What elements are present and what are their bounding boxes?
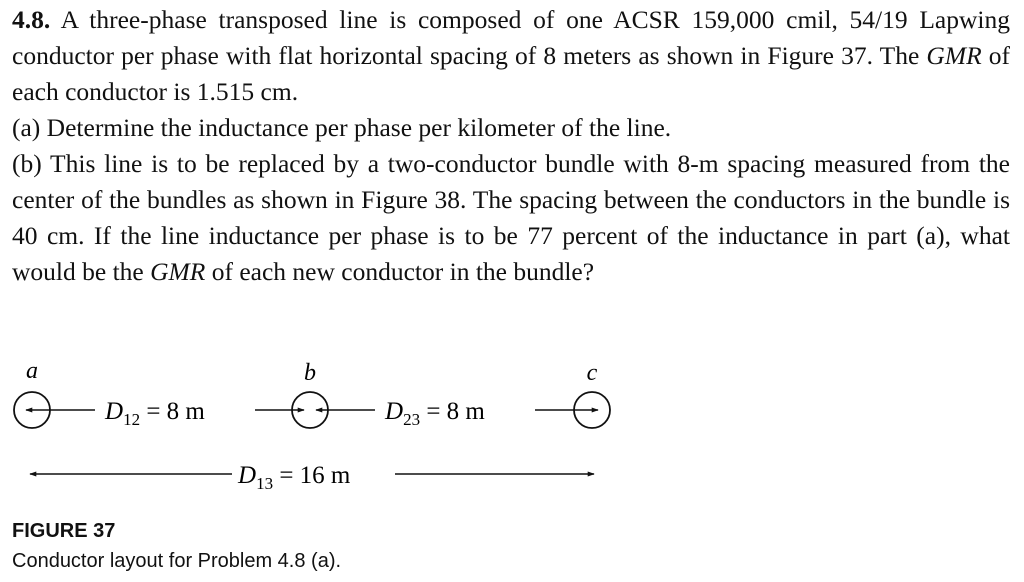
d13-subscript: 13: [256, 474, 274, 493]
part-a: (a) Determine the inductance per phase per kilometer of the line.: [12, 113, 672, 142]
conductor-layout-figure: [0, 350, 1024, 510]
conductor-label-b: b: [304, 360, 316, 386]
d13-value: = 16 m: [273, 462, 351, 489]
part-b: [12, 146, 1010, 290]
d23-value: = 8 m: [420, 398, 485, 425]
figure-caption: [12, 516, 341, 576]
d23-subscript: 23: [403, 410, 421, 429]
intro-text-2: of each conductor is 1.515 cm.: [12, 41, 1011, 106]
figure-caption-title: FIGURE 37: [12, 520, 116, 542]
problem-text: [12, 2, 1010, 290]
d12-label: [104, 398, 205, 429]
part-b-text-1: (b) This line is to be replaced by a two-conductor bundle with 8-m spacing measured from the center of the bundles as shown in Figure 38. The spacing between the conductors in the bundle is 40 cm. If the line inductance per phase is to be 77 percent of the inductance in part (a), what would be the: [12, 149, 1010, 286]
d23-label: [384, 398, 485, 429]
d23-symbol: D: [385, 398, 404, 425]
gmr-symbol: GMR: [926, 41, 982, 70]
part-b-text-2: of each new conductor in the bundle?: [205, 257, 595, 286]
d12-symbol: D: [105, 398, 124, 425]
d12-subscript: 12: [123, 410, 141, 429]
conductor-label-c: c: [586, 360, 598, 386]
d13-label: [237, 462, 351, 493]
intro-text-1: A three-phase transposed line is composed of one ACSR 159,000 cmil, 54/19 Lapwing conductor per phase with flat horizontal spacing of 8 meters as shown in Figure 37. The: [12, 5, 1010, 70]
figure-caption-text: Conductor layout for Problem 4.8 (a).: [12, 550, 342, 572]
problem-intro: [12, 2, 1010, 110]
problem-number: 4.8.: [12, 5, 51, 34]
d12-value: = 8 m: [140, 398, 205, 425]
part-b-gmr-symbol: GMR: [150, 257, 206, 286]
conductor-label-a: a: [26, 358, 38, 384]
d13-symbol: D: [238, 462, 257, 489]
